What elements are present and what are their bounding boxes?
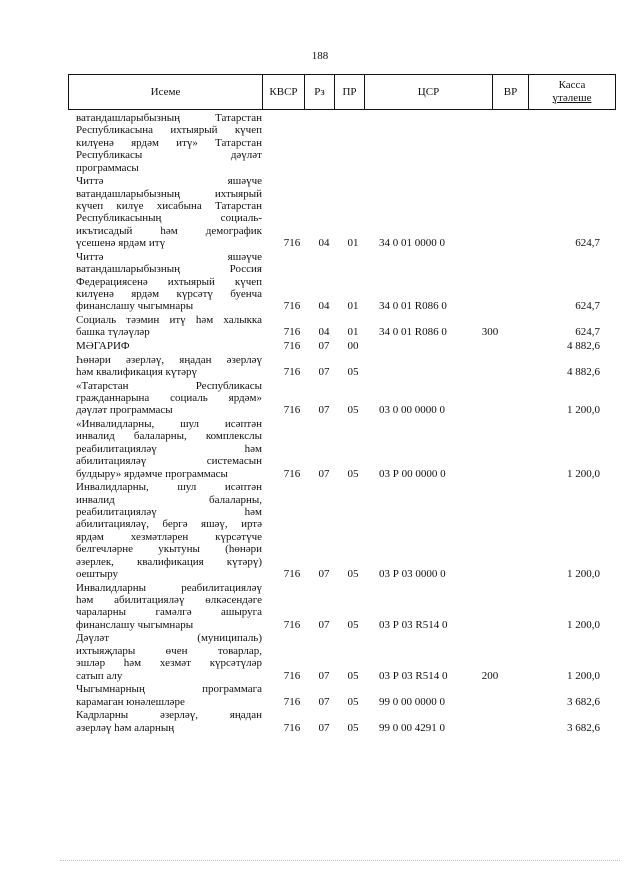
row-name-line: оештыру [76, 568, 119, 581]
row-name-line: әзерләү һәм аларның [76, 721, 175, 734]
cell-csr: 03 Р 03 R514 0 [379, 669, 448, 682]
row-name-line: Чыгымнарның программага [76, 683, 262, 696]
cell-kassa: 624,7 [575, 237, 600, 250]
row-values [0, 340, 640, 353]
cell-kassa: 1 200,0 [567, 618, 600, 631]
row-name-line: белгечләрне укытуны (һөнәри [76, 543, 262, 556]
row-name-line: булдыру» ярдәмче программасы [76, 467, 228, 480]
row-name-line: күчеп килүе хисабына Татарстан [76, 200, 262, 212]
cell-rz: 04 [318, 300, 330, 313]
row-values [0, 300, 640, 313]
row-name-line: ватандашларыбызның Россия [76, 263, 262, 276]
row-name-line: финанслашу чыгымнары [76, 300, 194, 313]
column-header-kvsr: КВСР [263, 75, 305, 109]
cell-pr: 05 [347, 669, 359, 682]
cell-kassa: 4 882,6 [567, 340, 600, 352]
cell-pr: 00 [347, 340, 359, 352]
row-name-line: ватандашларыбызның ихтыярый [76, 187, 262, 200]
row-name-line: Республикасы дәүләт [76, 149, 262, 162]
row-name-line: Инвалидларны, шул исәптән [76, 481, 262, 494]
cell-csr: 99 0 00 4291 0 [379, 721, 445, 734]
cell-csr: 03 Р 03 R514 0 [379, 618, 448, 631]
row-name-line: һәм квалификация күтәрү [76, 366, 198, 378]
row-name-line: эшләр һәм хезмәт күрсәтүләр [76, 657, 262, 670]
cell-rz: 07 [318, 721, 330, 734]
cell-rz: 04 [318, 326, 330, 339]
column-header-vr: ВР [493, 75, 529, 109]
cell-rz: 07 [318, 467, 330, 480]
cell-csr: 34 0 01 R086 0 [379, 326, 447, 339]
cell-kassa: 624,7 [575, 326, 600, 339]
cell-pr: 05 [347, 721, 359, 734]
cell-kvsr: 716 [283, 467, 301, 480]
cell-csr: 34 0 01 0000 0 [379, 237, 445, 250]
cell-kassa: 1 200,0 [567, 467, 600, 480]
row-name-line: чараларны гамәлгә ашыруга [76, 606, 262, 619]
column-header-kassa-line2: үтәлеше [552, 92, 592, 104]
cell-kassa: 3 682,6 [567, 695, 600, 708]
cell-kassa: 1 200,0 [567, 567, 600, 580]
row-name-line: килүенә ярдәм күрсәтү буенча [76, 288, 262, 301]
row-name-line: Читтә яшәүче [76, 175, 262, 188]
cell-vr: 300 [481, 326, 499, 339]
row-name-line: ихтыяҗлары өчен товарлар, [76, 644, 262, 657]
cell-kassa: 1 200,0 [567, 669, 600, 682]
cell-kvsr: 716 [283, 365, 301, 378]
row-name-line: инвалид балаларны, [76, 493, 262, 506]
row-values [0, 326, 640, 339]
row-values [0, 696, 640, 709]
cell-pr: 05 [347, 467, 359, 480]
cell-rz: 07 [318, 340, 330, 352]
cell-rz: 07 [318, 365, 330, 378]
row-name-line: Республикасына ихтыярый күчеп [76, 124, 262, 137]
page-bottom-edge [60, 860, 620, 862]
cell-kvsr: 716 [283, 326, 301, 339]
cell-csr: 03 Р 03 0000 0 [379, 567, 446, 580]
row-name-line: ватандашларыбызның Татарстан [76, 112, 262, 124]
cell-kvsr: 716 [283, 300, 301, 313]
row-name-line: программасы [76, 161, 139, 174]
row-name-line: әзерлек, квалификация күтәрү) [76, 555, 262, 568]
row-name-line: Читтә яшәүче [76, 250, 262, 263]
row-name-line: реабилитацияләү һәм [76, 506, 262, 518]
cell-pr: 05 [347, 567, 359, 580]
cell-kvsr: 716 [283, 721, 301, 734]
row-name-line: Инвалидларны реабилитацияләү [76, 581, 262, 594]
column-header-csr: ЦСР [365, 75, 493, 109]
column-header-name: Исеме [69, 75, 263, 109]
cell-kvsr: 716 [283, 404, 301, 417]
cell-kvsr: 716 [283, 618, 301, 631]
page-number: 188 [311, 50, 329, 62]
cell-pr: 05 [347, 695, 359, 708]
row-name-line: һәм абилитацияләү өлкәсендәге [76, 594, 262, 606]
row-name-line: абилитацияләү системасын [76, 455, 262, 468]
column-header-pr: ПР [335, 75, 365, 109]
cell-kvsr: 716 [283, 695, 301, 708]
cell-kvsr: 716 [283, 237, 301, 250]
cell-pr: 05 [347, 365, 359, 378]
row-values [0, 568, 640, 581]
cell-csr: 03 Р 00 0000 0 [379, 467, 446, 480]
cell-csr: 99 0 00 0000 0 [379, 695, 445, 708]
row-name-line: Федерациясенә ихтыярый күчеп [76, 275, 262, 288]
row-name-line: «Татарстан Республикасы [76, 379, 262, 392]
cell-rz: 07 [318, 404, 330, 417]
cell-rz: 07 [318, 695, 330, 708]
row-name-line: Социаль тәэмин итү һәм халыкка [76, 314, 262, 326]
row-values [0, 670, 640, 683]
row-name-line: Һөнәри әзерләү, яңадан әзерләү [76, 353, 262, 366]
row-name-line: башка түләүләр [76, 326, 150, 339]
row-name-line: Кадрларны әзерләү, яңадан [76, 709, 262, 722]
row-values [0, 468, 640, 481]
row-values [0, 237, 640, 250]
cell-pr: 05 [347, 618, 359, 631]
row-name-line: ярдәм хезмәтләрен күрсәтүче [76, 530, 262, 543]
cell-csr: 34 0 01 R086 0 [379, 300, 447, 313]
row-name-line: үсешенә ярдәм итү [76, 237, 166, 250]
cell-pr: 01 [347, 300, 359, 313]
row-name-line: Республикасының социаль- [76, 212, 262, 225]
cell-kvsr: 716 [283, 567, 301, 580]
row-name-line: инвалид балаларны, комплекслы [76, 430, 262, 443]
cell-rz: 07 [318, 618, 330, 631]
cell-rz: 07 [318, 669, 330, 682]
cell-kassa: 1 200,0 [567, 404, 600, 417]
row-values [0, 366, 640, 379]
row-name-line: «Инвалидларны, шул исәптән [76, 418, 262, 430]
cell-pr: 01 [347, 326, 359, 339]
row-name-line: абилитацияләү, бергә яшәү, иртә [76, 518, 262, 531]
row-name-line: гражданнарына социаль ярдәм» [76, 392, 262, 404]
cell-vr: 200 [481, 669, 499, 682]
cell-kassa: 624,7 [575, 300, 600, 313]
cell-kassa: 3 682,6 [567, 721, 600, 734]
cell-kassa: 4 882,6 [567, 365, 600, 378]
row-name-line: финанслашу чыгымнары [76, 618, 194, 631]
cell-kvsr: 716 [283, 340, 301, 352]
row-name-line: икътисадый һәм демографик [76, 224, 262, 237]
row-name-line: МӘГАРИФ [76, 340, 130, 352]
table-header [68, 74, 616, 110]
row-name-line: дәүләт программасы [76, 404, 173, 417]
cell-rz: 04 [318, 237, 330, 250]
row-values [0, 404, 640, 417]
column-header-kassa-line1: Касса [558, 79, 586, 91]
row-values [0, 722, 640, 735]
row-name-line: сатып алу [76, 669, 123, 682]
row-name-line: реабилитацияләү һәм [76, 442, 262, 455]
row-values [0, 162, 640, 175]
cell-kvsr: 716 [283, 669, 301, 682]
row-name-line: карамаган юнәлешләре [76, 695, 185, 708]
row-name-line: килүенә ярдәм итү» Татарстан [76, 136, 262, 149]
cell-pr: 05 [347, 404, 359, 417]
row-name [76, 481, 262, 580]
column-header-kassa [529, 75, 615, 109]
cell-pr: 01 [347, 237, 359, 250]
cell-rz: 07 [318, 567, 330, 580]
cell-csr: 03 0 00 0000 0 [379, 404, 445, 417]
row-name-line: Дәүләт (муниципаль) [76, 632, 262, 645]
row-values [0, 619, 640, 632]
column-header-rz: Рз [305, 75, 335, 109]
